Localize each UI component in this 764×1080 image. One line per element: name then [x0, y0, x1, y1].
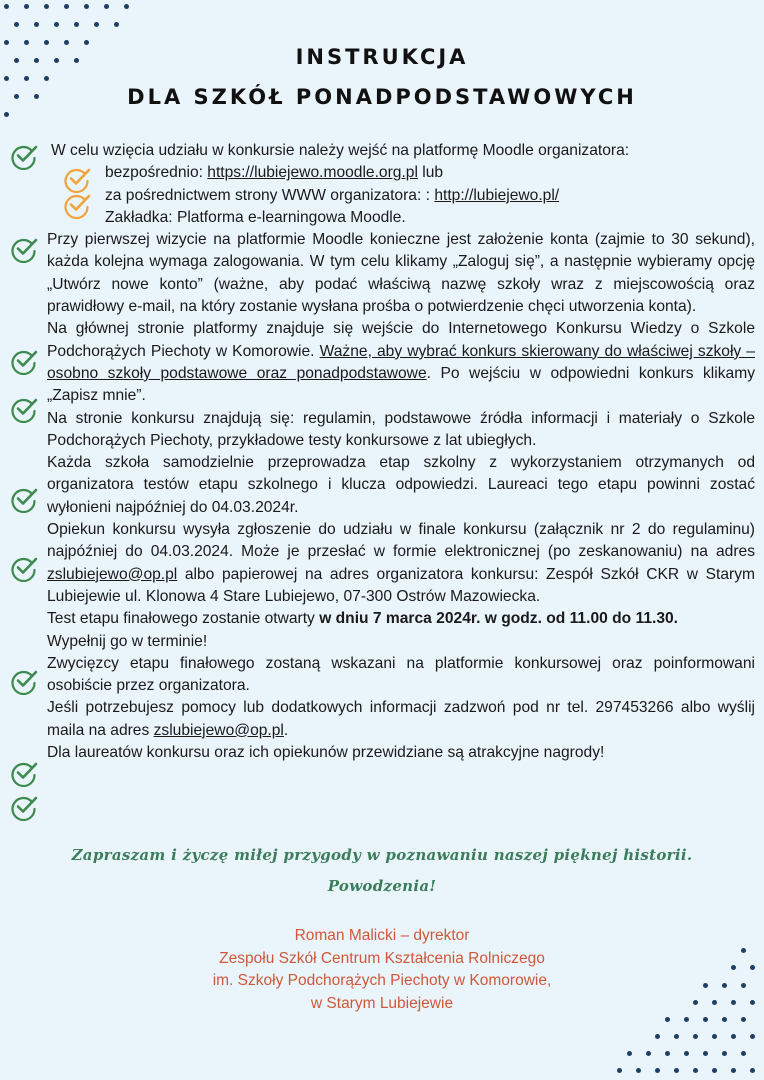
- green-checkmark-circle-icon: [10, 667, 38, 695]
- page-subtitle: DLA SZKÓŁ PONADPODSTAWOWYCH: [127, 85, 637, 109]
- instruction-item: Przy pierwszej wizycie na platformie Moodle konieczne jest założenie konta (zajmie to 30 sekund), każda kolejna wymaga zalogowania. W tym celu klikamy „Zaloguj się”, a następnie wybieramy opcję „Utwórz nowe konto” (ważne, aby podać właściwą nazwę szkoły wraz z miejscowością oraz prawidłowy e-mail, na który zostanie wysłana prośba o potwierdzenie chęci utworzenia konta).: [47, 231, 755, 316]
- green-checkmark-circle-icon: [10, 395, 38, 423]
- final-date: w dniu 7 marca 2024r. w godz. od 11.00 do 11.30.: [319, 610, 678, 628]
- moodle-link[interactable]: https://lubiejewo.moodle.org.pl: [207, 164, 418, 182]
- instruction-item: Jeśli potrzebujesz pomocy lub dodatkowych informacji zadzwoń pod nr tel. 297453266 albo wyślij maila na adres zslubiejewo@op.pl.: [47, 699, 755, 739]
- instruction-item: Zwycięzcy etapu finałowego zostaną wskazani na platformie konkursowej oraz poinformowani osobiście przez organizatora.: [47, 654, 755, 695]
- instruction-item: Dla laureatów konkursu oraz ich opiekunów przewidziane są atrakcyjne nagrody!: [47, 744, 605, 762]
- closing-good-luck: Powodzenia!: [327, 877, 437, 895]
- important-note: Ważne, aby wybrać konkurs skierowany do właściwej szkoły – osobno szkoły podstawowe oraz ponadpodstawowe: [47, 342, 755, 382]
- instruction-item: Na głównej stronie platformy znajduje się wejście do Internetowego Konkursu Wiedzy o Szkole Podchorążych Piechoty w Komorowie. Ważne, aby wybrać konkurs skierowany do właściwej szkoły – osobno szkoły podstawowe oraz ponadpodstawowe. Po wejściu w odpowiedni konkurs klikamy „Zapisz mnie”.: [47, 320, 755, 405]
- instructions-body: [47, 140, 755, 764]
- instruction-item: Opiekun konkursu wysyła zgłoszenie do udziału w finale konkursu (załącznik nr 2 do regulaminu) najpóźniej do 04.03.2024. Może je przesłać w formie elektronicznej (po zeskanowaniu) na adres zslubiejewo@op.pl albo papierowej na adres organizatora konkursu: Zespół Szkół CKR w Starym Lubiejewie ul. Klonowa 4 Stare Lubiejewo, 07-300 Ostrów Mazowiecka.: [47, 521, 755, 605]
- green-checkmark-circle-icon: [10, 347, 38, 375]
- instruction-subitem: bezpośrednio: https://lubiejewo.moodle.org.pl lub: [105, 164, 444, 182]
- signature-school: Zespołu Szkół Centrum Kształcenia Rolniczego: [219, 949, 545, 967]
- email-link[interactable]: zslubiejewo@op.pl: [153, 721, 284, 739]
- green-checkmark-circle-icon: [10, 759, 38, 787]
- instruction-item: W celu wzięcia udziału w konkursie należy wejść na platformę Moodle organizatora:: [51, 142, 630, 159]
- instruction-subitem: za pośrednictwem strony WWW organizatora: : http://lubiejewo.pl/: [105, 186, 560, 204]
- green-checkmark-circle-icon: [10, 554, 38, 582]
- green-checkmark-circle-icon: [10, 142, 38, 170]
- email-link[interactable]: zslubiejewo@op.pl: [47, 565, 178, 583]
- green-checkmark-circle-icon: [10, 485, 38, 513]
- instruction-item: Każda szkoła samodzielnie przeprowadza etap szkolny z wykorzystaniem otrzymanych od organizatora testów etapu szkolnego i klucza odpowiedzi. Laureaci tego etapu powinni zostać wyłonieni najpóźniej do 04.03.2024r.: [47, 454, 755, 516]
- instruction-item: Na stronie konkursu znajdują się: regulamin, podstawowe źródła informacji i materiały o Szkole Podchorążych Piechoty, przykładowe testy konkursowe z lat ubiegłych.: [47, 409, 755, 449]
- signature-name: Roman Malicki – dyrektor: [294, 927, 470, 944]
- green-checkmark-circle-icon: [10, 235, 38, 263]
- signature-patron: im. Szkoły Podchorążych Piechoty w Komorowie,: [212, 972, 552, 989]
- instruction-item: Test etapu finałowego zostanie otwarty w dniu 7 marca 2024r. w godz. od 11.00 do 11.30. Wypełnij go w terminie!: [47, 610, 678, 650]
- green-checkmark-circle-icon: [10, 793, 38, 821]
- closing-invitation: Zapraszam i życzę miłej przygody w poznawaniu naszej pięknej historii.: [71, 846, 693, 864]
- instruction-subitem: Zakładka: Platforma e-learningowa Moodle.: [105, 208, 406, 226]
- page-title: INSTRUKCJA: [295, 45, 469, 69]
- website-link[interactable]: http://lubiejewo.pl/: [434, 186, 560, 204]
- signature-location: w Starym Lubiejewie: [310, 994, 454, 1012]
